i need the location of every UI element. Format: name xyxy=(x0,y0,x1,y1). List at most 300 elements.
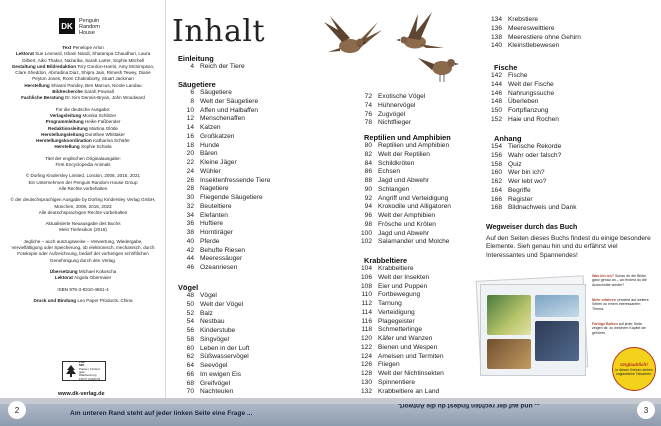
toc-label: Meeressäuger xyxy=(200,255,243,263)
toc-page-number: 96 xyxy=(364,212,372,219)
unglaublich-badge: Unglaublich! In diesen Kreisen stehen unglaubliche Tatsachen. xyxy=(612,347,656,391)
toc-page-number: 94 xyxy=(364,203,372,211)
toc-entry[interactable] xyxy=(178,255,270,264)
toc-entry[interactable] xyxy=(178,247,270,256)
toc-entry[interactable] xyxy=(356,195,451,204)
toc-page-number: 34 xyxy=(186,211,194,219)
toc-page-number: 64 xyxy=(186,362,194,369)
toc-page-number: 92 xyxy=(364,194,372,202)
credits-page xyxy=(0,0,165,426)
toc-page-number: 100 xyxy=(360,229,372,237)
toc-page-number: 84 xyxy=(364,159,372,167)
toc-entry[interactable] xyxy=(356,151,451,160)
toc-page-number: 136 xyxy=(490,24,502,32)
credit-line: Ein Unternehmen der Penguin Random House Group xyxy=(28,179,138,185)
sparrow-icon xyxy=(324,16,382,53)
toc-page-number: 6 xyxy=(190,89,194,96)
toc-entry[interactable] xyxy=(486,152,577,161)
toc-entry[interactable] xyxy=(486,72,559,81)
toc-label: Frösche und Kröten xyxy=(378,220,436,228)
toc-label: Angriff und Verteidigung xyxy=(378,194,449,202)
toc-page-number: 112 xyxy=(361,300,372,307)
toc-entry[interactable] xyxy=(356,265,444,274)
toc-label: Menschenaffen xyxy=(200,115,245,123)
toc-page-number: 142 xyxy=(490,72,502,79)
toc-label: Nagetiere xyxy=(200,185,229,193)
toc-entry[interactable] xyxy=(178,327,250,336)
toc-label: Käfer und Wanzen xyxy=(378,335,433,342)
credit-names: Penelope Arlon xyxy=(72,45,104,50)
guide-heading: Wegweiser durch das Buch xyxy=(486,224,578,231)
toc-label: Exotische Vögel xyxy=(378,93,426,100)
toc-label: Krokodile und Alligatoren xyxy=(378,203,451,211)
toc-page-number: 52 xyxy=(186,309,194,317)
toc-page-number: 66 xyxy=(186,370,194,378)
toc-label: Bären xyxy=(200,150,218,158)
toc-page-number: 114 xyxy=(361,308,372,316)
toc-entry[interactable] xyxy=(178,380,250,389)
toc-entry[interactable] xyxy=(178,115,270,124)
fsc-logo xyxy=(62,361,106,381)
credit-line: First Encyclopedia Animals xyxy=(55,162,111,168)
toc-entry[interactable] xyxy=(178,238,270,247)
toc-page-number: 58 xyxy=(186,335,194,343)
toc-entry[interactable] xyxy=(356,353,444,362)
toc-entry[interactable] xyxy=(486,178,577,187)
credit-line: Titel der englischen Originalausgabe: xyxy=(45,155,121,161)
toc-page-number: 44 xyxy=(186,255,194,263)
toc-page-number: 38 xyxy=(186,229,194,236)
toc-page-number: 110 xyxy=(361,291,372,299)
credit-line: © der deutschsprachigen Ausgabe by Dorling Kindersley Verlag GmbH, München, 2006, 2016, 2023 xyxy=(10,197,156,209)
toc-label: Schildkröten xyxy=(378,159,415,167)
toc-label: Welt der Säugetiere xyxy=(200,97,259,105)
toc-entry[interactable] xyxy=(486,90,559,99)
toc-page-number: 26 xyxy=(186,176,194,184)
toc-entry[interactable] xyxy=(486,34,581,43)
toc-label: Krabbeltiere xyxy=(378,265,414,272)
toc-page-number: 166 xyxy=(490,195,502,203)
toc-page-number: 74 xyxy=(364,101,372,109)
page-title: Inhalt xyxy=(172,14,266,49)
toc-label: Krabbeltiere an Land xyxy=(378,387,440,395)
toc-page-number: 160 xyxy=(490,169,502,177)
toc-entry[interactable] xyxy=(178,63,245,72)
toc-page-number: 90 xyxy=(364,185,372,193)
toc-label: Salamander und Molche xyxy=(378,238,450,246)
toc-list xyxy=(356,265,444,396)
toc-entry[interactable] xyxy=(178,107,270,116)
toc-label: Jagd und Abwehr xyxy=(378,229,429,237)
toc-label: Spinnentiere xyxy=(378,378,416,386)
toc-page-number: 148 xyxy=(490,98,502,106)
credit-names: Dorothee Whittaker xyxy=(85,131,125,137)
toc-entry[interactable] xyxy=(356,230,451,239)
toc-label: Affen und Halbaffen xyxy=(200,106,259,114)
toc-page-number: 32 xyxy=(186,202,194,210)
credit-names: Sophie Schiela xyxy=(80,144,112,150)
toc-label: Jagd und Abwehr xyxy=(378,177,429,184)
toc-page-number: 72 xyxy=(364,93,372,100)
toc-label: Tierische Rekorde xyxy=(508,143,562,150)
toc-entry[interactable] xyxy=(486,187,577,196)
toc-entry[interactable] xyxy=(356,142,451,151)
toc-label: Säugetiere xyxy=(200,89,232,96)
credit-line: Alle Rechte vorbehalten xyxy=(58,185,108,191)
toc-entry[interactable] xyxy=(356,238,451,247)
toc-entry[interactable] xyxy=(178,345,250,354)
toc-page-number: 60 xyxy=(186,344,194,352)
toc-entry[interactable] xyxy=(178,301,250,310)
toc-label: Fliegende Säugetiere xyxy=(200,194,263,201)
toc-label: Schmetterlinge xyxy=(378,326,422,334)
toc-page-number: 140 xyxy=(490,42,502,50)
toc-page-number: 78 xyxy=(364,119,372,127)
toc-label: Echsen xyxy=(378,168,400,176)
toc-entry[interactable] xyxy=(356,388,444,397)
toc-entry[interactable] xyxy=(178,203,270,212)
toc-label: Süßwasservögel xyxy=(200,353,249,361)
toc-page-number: 24 xyxy=(186,167,194,175)
toc-list xyxy=(178,292,250,397)
section-heading: Fische xyxy=(494,63,518,72)
toc-page-number: 50 xyxy=(186,300,194,308)
toc-entry[interactable] xyxy=(178,292,250,301)
toc-entry[interactable] xyxy=(356,93,425,102)
toc-page-number: 104 xyxy=(360,265,372,272)
sample-photo xyxy=(487,295,531,335)
toc-page-number: 150 xyxy=(490,107,502,114)
birds-illustration xyxy=(320,8,470,88)
toc-page-number: 168 xyxy=(490,204,502,212)
credit-line: Jegliche – auch auszugsweise – Verwertung, Wiedergabe, Vervielfältigung oder Speicherung, ob elektronisch, mechanisch, durch Fotokopie oder Aufzeichnung, bedarf der vorherigen schriftlichen Genehmigung durch den Verlag. xyxy=(11,238,155,263)
credit-names: Michael Kokoscha xyxy=(78,268,117,274)
toc-label: Fliegen xyxy=(378,361,400,369)
toc-page-number: 4 xyxy=(190,63,194,70)
credit-role: Fachliche Beratung xyxy=(21,95,64,101)
toc-label: Nichtflieger xyxy=(378,119,411,127)
toc-label: Ozeanriesen xyxy=(200,264,238,271)
credit-line xyxy=(8,298,158,304)
toc-entry[interactable] xyxy=(178,229,270,238)
toc-page-number: 62 xyxy=(186,353,194,361)
toc-entry[interactable] xyxy=(178,318,250,327)
toc-entry[interactable] xyxy=(178,310,250,319)
credit-names: Dr. Kim Dennis-Bryan, John Woodward xyxy=(65,95,145,101)
toc-label: Fortbewegung xyxy=(378,291,421,299)
credit-role: Verlagsleitung xyxy=(49,112,82,118)
toc-entry[interactable] xyxy=(178,185,270,194)
credit-role: Programmleitung xyxy=(45,119,84,125)
toc-page-number: 42 xyxy=(186,246,194,254)
footer-answer: ... und auf der rechten findest du die Antwort. xyxy=(398,402,540,409)
credit-line: Mein Tierlexikon (2016) xyxy=(59,227,107,233)
toc-entry[interactable] xyxy=(486,42,581,51)
toc-page-number: 154 xyxy=(490,143,502,150)
toc-entry[interactable] xyxy=(178,177,270,186)
toc-entry[interactable] xyxy=(486,196,577,205)
toc-page-number: 122 xyxy=(360,343,372,351)
toc-entry[interactable] xyxy=(356,160,451,169)
toc-entry[interactable] xyxy=(178,353,250,362)
toc-label: Kleinstlebewesen xyxy=(508,42,560,50)
toc-entry[interactable] xyxy=(486,25,581,34)
toc-label: Nestbau xyxy=(200,318,225,326)
toc-label: Schlangen xyxy=(378,185,410,193)
toc-label: Eier und Puppen xyxy=(378,282,428,290)
toc-label: Hunde xyxy=(200,141,220,149)
toc-label: Elefanten xyxy=(200,211,228,219)
toc-page-number: 88 xyxy=(364,177,372,184)
credit-role: Herstellungskoordination xyxy=(36,138,92,144)
toc-label: Meereswelttiere xyxy=(508,24,555,32)
thumb-note: Mehr erfahren verweist auf weitere Seiten zu einem interessanten Thema. xyxy=(592,298,649,311)
credit-role: Lektorat xyxy=(15,51,34,57)
credit-line: Aktualisierte Neuausgabe des Buchs xyxy=(45,221,121,227)
toc-entry[interactable] xyxy=(178,362,250,371)
toc-entry[interactable] xyxy=(356,102,425,111)
toc-label: Fortpflanzung xyxy=(508,107,549,114)
credit-role: Übersetzung xyxy=(49,268,78,274)
toc-entry[interactable] xyxy=(356,300,444,309)
toc-entry[interactable] xyxy=(356,177,451,186)
toc-page-number: 98 xyxy=(364,220,372,228)
toc-page-number: 36 xyxy=(186,220,194,228)
credit-line xyxy=(8,51,158,64)
toc-list xyxy=(486,16,581,51)
credit-names: Shivani Pandey, Ben Marcus, Nicole Landau xyxy=(50,82,142,88)
toc-page-number: 120 xyxy=(360,335,372,342)
toc-label: Greifvögel xyxy=(200,379,231,387)
credit-names: Katharina Schäfer xyxy=(93,138,130,144)
toc-entry[interactable] xyxy=(486,107,559,116)
toc-label: Reptilien und Amphibien xyxy=(378,142,450,149)
toc-entry[interactable] xyxy=(178,264,270,273)
toc-entry[interactable] xyxy=(178,124,270,133)
toc-label: Fische xyxy=(508,72,528,79)
toc-page-number: 18 xyxy=(186,141,194,149)
toc-label: Behufte Riesen xyxy=(200,246,246,254)
toc-entry[interactable] xyxy=(178,98,270,107)
toc-entry[interactable] xyxy=(178,220,270,229)
toc-entry[interactable] xyxy=(486,161,577,170)
toc-page-number: 20 xyxy=(186,150,194,158)
credit-names: Sue Leonard, Ishani Nandi, Shatarupa Chaudhuri, Laura Gilbert, Aiko Thakur, Nazarika, Sarah Larter, Sophie Mitchell xyxy=(21,51,151,63)
credit-names: Monika Schlitzer xyxy=(82,112,117,118)
toc-page-number: 22 xyxy=(186,159,194,166)
credit-line: Für die deutsche Ausgabe: xyxy=(55,106,111,112)
toc-page-number: 132 xyxy=(360,387,372,395)
credit-names: Heike Faßbender xyxy=(84,119,121,125)
credit-role: Redaktionsleitung xyxy=(48,125,88,131)
section-heading: Einleitung xyxy=(178,54,214,63)
toc-label: Reich der Tiere xyxy=(200,63,245,70)
toc-list xyxy=(356,142,451,247)
credit-role: Text xyxy=(62,45,72,50)
toc-page-number: 28 xyxy=(186,185,194,193)
toc-label: Welt der Vögel xyxy=(200,300,244,308)
toc-entry[interactable] xyxy=(486,81,559,90)
toc-page-number: 130 xyxy=(360,378,372,386)
toc-page-number: 144 xyxy=(490,80,502,88)
toc-entry[interactable] xyxy=(356,221,451,230)
toc-label: Wahr oder falsch? xyxy=(508,151,562,159)
toc-label: Leben in der Luft xyxy=(200,344,250,352)
footer-question: Am unteren Rand steht auf jeder linken Seite eine Frage ... xyxy=(70,410,253,417)
toc-entry[interactable] xyxy=(178,133,270,142)
toc-label: Begriffe xyxy=(508,186,531,194)
toc-page-number: 10 xyxy=(186,106,194,114)
toc-entry[interactable] xyxy=(178,194,270,203)
toc-entry[interactable] xyxy=(356,186,451,195)
toc-entry[interactable] xyxy=(356,111,425,120)
toc-page-number: 30 xyxy=(186,194,194,201)
toc-label: Quiz xyxy=(508,160,522,168)
toc-label: Bienen und Wespen xyxy=(378,343,438,351)
book-spine xyxy=(165,0,166,398)
credit-role: Lektorat xyxy=(54,275,73,281)
toc-page-number: 162 xyxy=(490,178,502,185)
toc-page-number: 82 xyxy=(364,150,372,158)
toc-entry[interactable] xyxy=(356,203,451,212)
toc-page-number: 164 xyxy=(490,186,502,194)
toc-entry[interactable] xyxy=(178,212,270,221)
credit-role: Herstellung xyxy=(24,82,50,88)
toc-entry[interactable] xyxy=(356,326,444,335)
toc-page-number: 8 xyxy=(190,97,194,105)
toc-entry[interactable] xyxy=(178,159,270,168)
toc-entry[interactable] xyxy=(486,204,577,213)
toc-label: Kinderstube xyxy=(200,327,236,334)
publisher-logo xyxy=(59,18,100,36)
page-number-right: 3 xyxy=(637,401,655,419)
toc-label: Haie und Rochen xyxy=(508,115,559,123)
fsc-text: FSC MIX Papier | Fördert gute Waldnutzung FSC® C018179 xyxy=(78,359,101,381)
toc-page-number: 14 xyxy=(186,124,194,131)
credit-line: Alle deutschsprachigen Rechte vorbehalten xyxy=(38,209,128,215)
toc-label: Katzen xyxy=(200,124,221,131)
toc-entry[interactable] xyxy=(356,119,425,128)
toc-label: Welt der Amphibien xyxy=(378,212,436,219)
toc-label: Wer bin ich? xyxy=(508,169,545,177)
sparrow-icon xyxy=(418,58,459,82)
toc-label: Überleben xyxy=(508,98,539,106)
credit-role: Druck und Bindung xyxy=(33,297,77,303)
toc-entry[interactable] xyxy=(178,142,270,151)
toc-list xyxy=(356,93,425,128)
toc-label: Kleine Jäger xyxy=(200,159,237,166)
dk-logo-mark: DK xyxy=(59,18,75,34)
fsc-tree-icon xyxy=(65,364,77,378)
toc-entry[interactable] xyxy=(356,291,444,300)
toc-entry[interactable] xyxy=(356,283,444,292)
credit-names: Sarah Pownall xyxy=(84,89,114,95)
toc-entry[interactable] xyxy=(178,371,250,380)
section-heading: Säugetiere xyxy=(178,80,216,89)
toc-page-number: 46 xyxy=(186,264,194,271)
toc-entry[interactable] xyxy=(178,168,270,177)
toc-entry[interactable] xyxy=(486,16,581,25)
toc-entry[interactable] xyxy=(356,318,444,327)
toc-entry[interactable] xyxy=(486,98,559,107)
publisher-name: Penguin Random House xyxy=(79,18,100,36)
toc-page-number: 118 xyxy=(361,326,372,334)
toc-entry[interactable] xyxy=(356,309,444,318)
toc-entry[interactable] xyxy=(356,344,444,353)
toc-label: Welt der Fische xyxy=(508,80,554,88)
credit-line: ISBN 978-3-8310-4661-4 xyxy=(57,286,109,292)
credit-names: Tory Gordon-Harris, Amy McSimpson, Clare Sheddon, Abrradina Diaz, Shipra Jain, Rimesh Tewey, Diane Peyton Jones, Romi Chakraborty, Stuart Jackman xyxy=(15,63,155,82)
toc-page-number: 124 xyxy=(360,352,372,360)
toc-label: Welt der Insekten xyxy=(378,273,430,281)
toc-page-number: 138 xyxy=(490,33,502,41)
toc-entry[interactable] xyxy=(356,379,444,388)
toc-entry[interactable] xyxy=(356,370,444,379)
toc-page-number: 134 xyxy=(490,16,502,23)
toc-entry[interactable] xyxy=(178,388,250,397)
toc-list xyxy=(486,143,577,213)
website-url: www.dk-verlag.de xyxy=(58,391,105,397)
toc-page-number: 70 xyxy=(186,388,194,396)
toc-entry[interactable] xyxy=(356,335,444,344)
credit-role: Gestaltung und Bildredaktion xyxy=(11,63,77,69)
credits-list xyxy=(8,45,158,304)
toc-entry[interactable] xyxy=(486,169,577,178)
thumb-note: Farbige Balken auf jeder Seite zeigen dir, zu welchem Kapitel sie gehören. xyxy=(592,322,646,335)
toc-label: Beuteltiere xyxy=(200,202,232,210)
toc-entry[interactable] xyxy=(356,168,451,177)
toc-entry[interactable] xyxy=(356,274,444,283)
section-heading: Vögel xyxy=(178,283,199,292)
credit-role: Bildrecherche xyxy=(52,89,83,95)
toc-entry[interactable] xyxy=(486,116,559,125)
toc-entry[interactable] xyxy=(356,361,444,370)
toc-page-number: 158 xyxy=(490,160,502,168)
toc-label: Großkatzen xyxy=(200,132,235,140)
toc-entry[interactable] xyxy=(356,212,451,221)
toc-page-number: 152 xyxy=(490,115,502,123)
toc-label: Tarnung xyxy=(378,300,402,307)
toc-label: Wer lebt wo? xyxy=(508,178,547,185)
toc-label: Verteidigung xyxy=(378,308,415,316)
toc-label: Krebstiere xyxy=(508,16,539,23)
toc-entry[interactable] xyxy=(178,336,250,345)
toc-label: Nachteulen xyxy=(200,388,234,396)
toc-entry[interactable] xyxy=(486,143,577,152)
credit-names: Martina Glöde xyxy=(89,125,118,131)
sample-photo xyxy=(535,321,579,361)
section-heading: Anhang xyxy=(494,134,522,143)
toc-list xyxy=(178,89,270,273)
toc-label: Plagegeister xyxy=(378,317,415,325)
toc-label: Insektenfressende Tiere xyxy=(200,176,271,184)
credit-line xyxy=(8,95,158,101)
toc-page-number: 80 xyxy=(364,142,372,149)
toc-label: Hühnervögel xyxy=(378,101,416,109)
toc-page-number: 54 xyxy=(186,318,194,326)
toc-list xyxy=(486,72,559,125)
credit-names: Leo Paper Products, China xyxy=(77,297,133,303)
toc-page-number: 12 xyxy=(186,115,194,123)
toc-label: Seevögel xyxy=(200,362,228,369)
toc-label: Welt der Reptilien xyxy=(378,150,430,158)
toc-entry[interactable] xyxy=(178,89,270,98)
toc-label: Huftiere xyxy=(200,220,224,228)
toc-label: Balz xyxy=(200,309,213,317)
toc-label: Bildnachweis und Dank xyxy=(508,204,577,212)
toc-entry[interactable] xyxy=(178,150,270,159)
toc-page-number: 40 xyxy=(186,237,194,245)
